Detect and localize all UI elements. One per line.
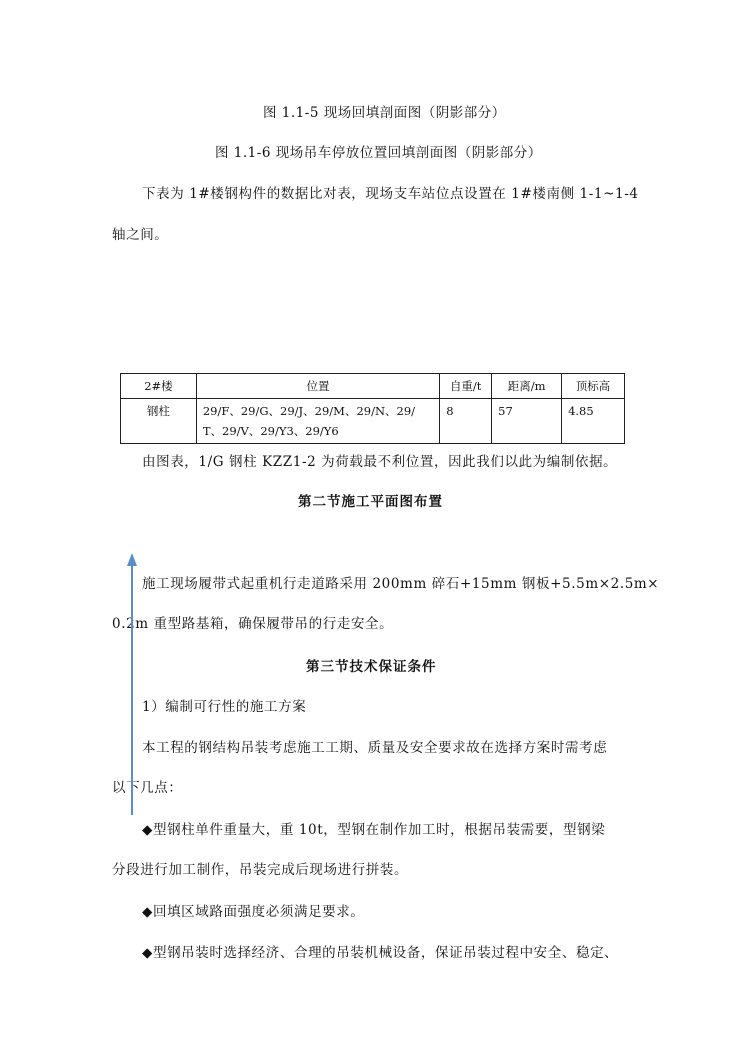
section-3-para-line-2: 以下几点： <box>112 780 183 796</box>
table-row <box>121 399 625 444</box>
section-2-line-1: 施工现场履带式起重机行走道路采用 200mm 碎石+15mm 钢板+5.5m×2.5m× <box>142 576 660 592</box>
table-header-cell: 2#楼 <box>121 374 197 399</box>
bullet-1-line-2: 分段进行加工制作，吊装完成后现场进行拼装。 <box>112 862 409 878</box>
intro-line-2: 轴之间。 <box>112 227 169 243</box>
figure-caption-1: 图 1.1-5 现场回填剖面图（阴影部分） <box>263 105 506 121</box>
table-cell-elevation: 4.85 <box>562 399 625 444</box>
bullet-2: ◆回填区域路面强度必须满足要求。 <box>142 904 365 920</box>
table-header-row <box>121 374 625 399</box>
section-3-heading: 第三节技术保证条件 <box>306 659 437 675</box>
intro-line-1: 下表为 1#楼钢构件的数据比对表，现场支车站位点设置在 1#楼南侧 1-1~1-4 <box>142 186 639 202</box>
bullet-3: ◆型钢吊装时选择经济、合理的吊装机械设备，保证吊装过程中安全、稳定、 <box>142 945 619 961</box>
data-table <box>120 373 625 444</box>
table-header-cell: 距离/m <box>492 374 562 399</box>
vertical-arrow-annotation <box>124 553 140 817</box>
figure-caption-2: 图 1.1-6 现场吊车停放位置回填剖面图（阴影部分） <box>215 145 542 161</box>
bullet-1-line-1: ◆型钢柱单件重量大，重 10t，型钢在制作加工时，根据吊装需要，型钢梁 <box>142 822 606 838</box>
arrow-head <box>127 553 137 566</box>
table-header-cell: 顶标高 <box>562 374 625 399</box>
section-3-para-line-1: 本工程的钢结构吊装考虑施工工期、质量及安全要求故在选择方案时需考虑 <box>142 740 608 756</box>
table-cell-position: 29/F、29/G、29/J、29/M、29/N、29/T、29/V、29/Y3、29/Y6 <box>196 399 439 444</box>
table-cell-name: 钢柱 <box>121 399 197 444</box>
table-cell-distance: 57 <box>492 399 562 444</box>
table-cell-weight: 8 <box>440 399 492 444</box>
table-header-cell: 自重/t <box>440 374 492 399</box>
section-3-item-1: 1）编制可行性的施工方案 <box>142 699 307 715</box>
section-2-heading: 第二节施工平面图布置 <box>298 494 443 510</box>
after-table-text: 由图表，1/G 钢柱 KZZ1-2 为荷载最不利位置，因此我们以此为编制依据。 <box>142 454 618 470</box>
section-2-line-2: 0.2m 重型路基箱，确保履带吊的行走安全。 <box>112 616 394 632</box>
table-header-cell: 位置 <box>196 374 439 399</box>
